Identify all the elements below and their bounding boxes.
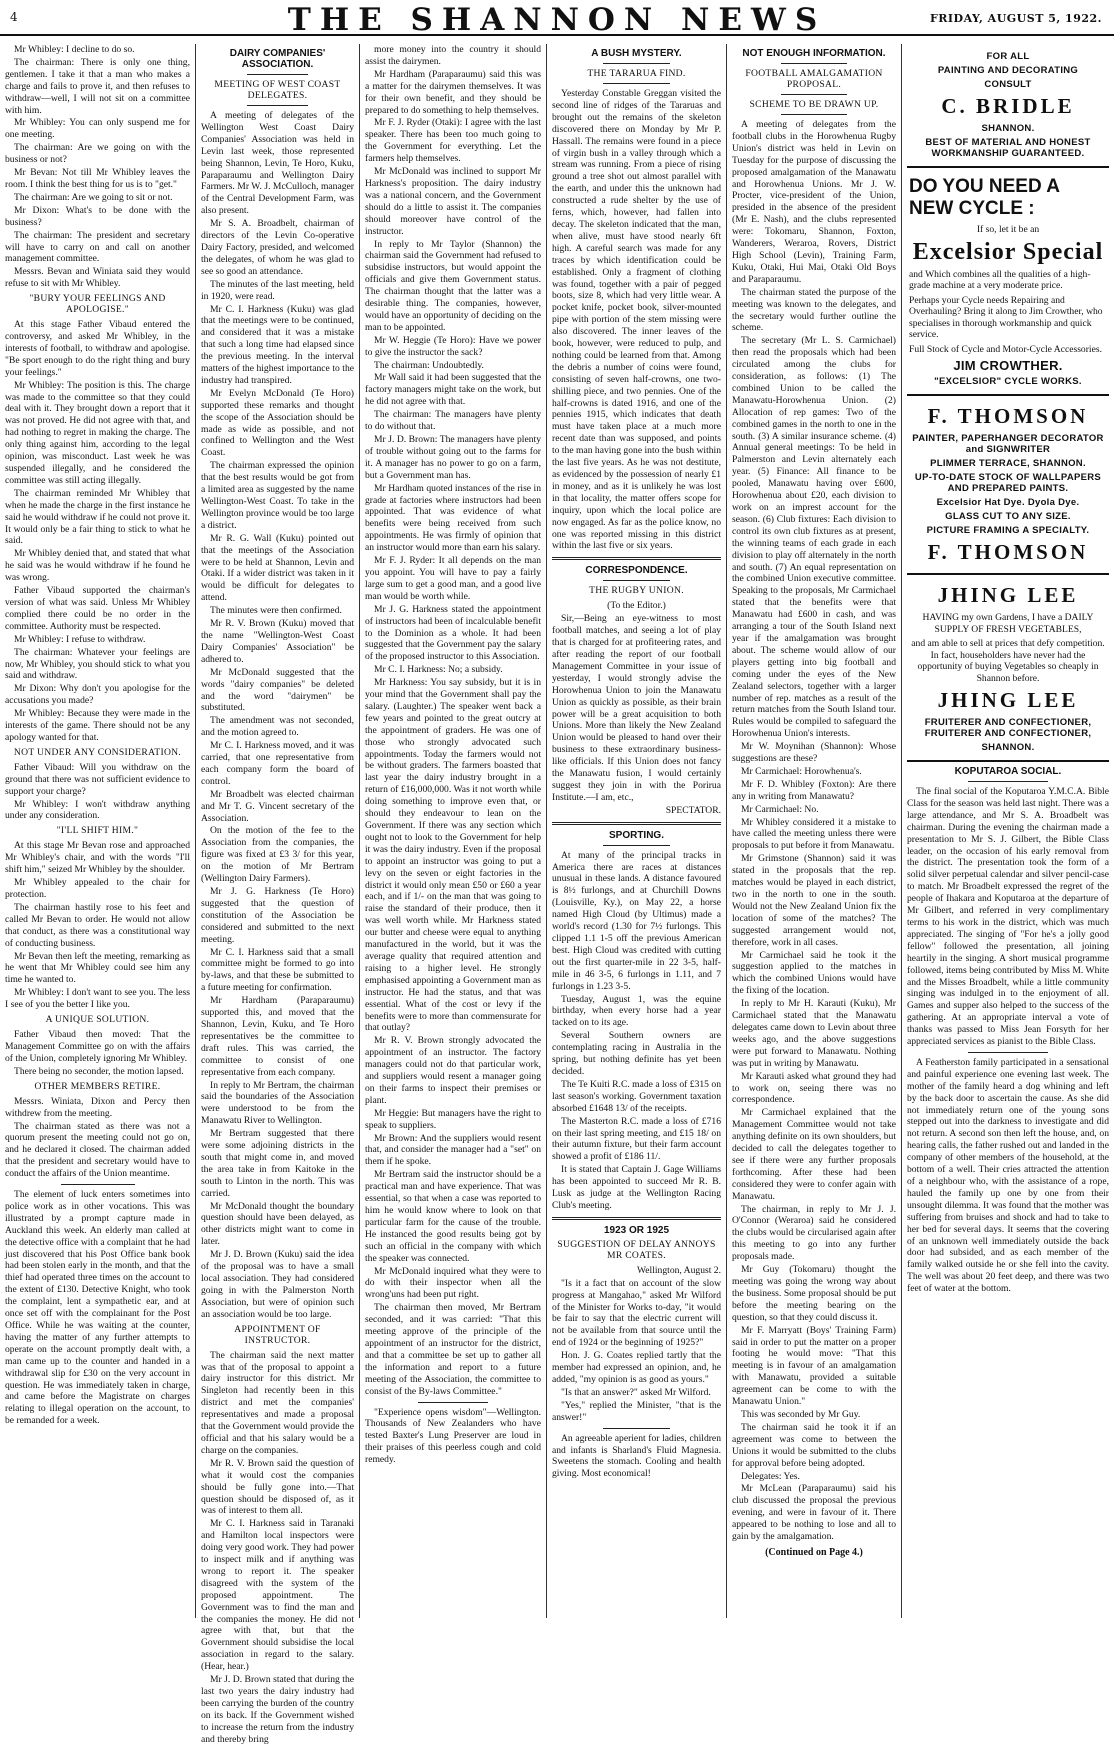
paragraph: Mr Whibley: Because they were made in the interests of the game. There should not be any apology wanted for that.	[5, 708, 190, 743]
subheading: NOT UNDER ANY CONSIDERATION.	[13, 746, 182, 758]
paragraph: A meeting of delegates from the football clubs in the Horowhenua Rugby Union's district was held in Levin on Tuesday for the purpose of discussing the proposed amalgamation of the Manawatu and Horowhenua Unions. Mr J. W. Procter, vice-president of the Union, presided in the absence of the president (Mr E. Nash), and the clubs represented were: Tokomaru, Shannon, Foxton, Wanderers, Weraroa, Rovers, District High School (Levin), Training Farm, Kuku, Otaki, Hui Mai, Otaki Old Boys and Paraparaumu.	[732, 119, 896, 285]
paragraph: Mr Bertram suggested that there were some adjoining districts in the south that might come in, and moved the area take in from Kaitoke in the south to Linton in the north. This was carried.	[201, 1128, 354, 1199]
paragraph: Mr Hardham quoted instances of the rise in grade at factories where instructors had been appointed. That was evidence of what benefits were being received from such appointments. He was firmly of opinion that an instructor would more than earn his salary.	[365, 482, 541, 554]
article-heading: KOPUTAROA SOCIAL.	[954, 766, 1062, 777]
ad-text: Excelsior Hat Dye. Dyola Dye.	[936, 497, 1080, 508]
ad-text: SHANNON.	[981, 123, 1035, 134]
paragraph: The minutes of the last meeting, held in 1920, were read.	[201, 278, 354, 302]
paragraph: Mr Evelyn McDonald (Te Horo) supported these remarks and thought the scope of the Association should be made as wide as possible, and not confined to Wellington and the West Coast.	[201, 387, 354, 459]
ad-business-name: F. THOMSON	[927, 404, 1089, 428]
continued-note: (Continued on Page 4.)	[765, 1546, 863, 1558]
ad-business-name: F. THOMSON	[927, 540, 1089, 564]
paragraph: Mr Broadbelt was elected chairman and Mr T. G. Vincent secretary of the Association.	[201, 788, 354, 824]
ad-text: PLIMMER TERRACE, SHANNON.	[930, 458, 1086, 469]
paragraph: Mr C. I. Harkness (Kuku) was glad that the meetings were to be continued, and considered that it was a mistake that such a long time had elapsed since the previous meeting. In the interval matters of the highest importance to the industry had transpired.	[201, 303, 354, 386]
paragraph: Mr Wall said it had been suggested that the factory managers might take on the work, but he did not agree with that.	[365, 372, 541, 408]
paragraph: Mr F. J. Ryder (Otaki): I agree with the last speaker. There has been too much going to the Government for everything. Let the farmers help themselves.	[365, 117, 541, 165]
paragraph: "Yes," replied the Minister, "that is the answer!"	[552, 1399, 721, 1423]
paragraph: Mr Guy (Tokomaru) thought the meeting was going the wrong way about the business. Some proposal should be put before the meeting bearing on the question, so that they could discuss it.	[732, 1264, 896, 1323]
paragraph: Mr McDonald inquired what they were to do with their inspector when all the wrong'uns had been put right.	[365, 1265, 541, 1301]
article-heading: CORRESPONDENCE.	[585, 565, 688, 577]
paragraph: The chairman then moved, Mr Bertram seconded, and it was carried: "That this meeting approve of the principle of the appointment of an instructor for the district, and that a committee be set up to gather all the information and report to a future meeting of the Association, the committee to consist of the By-laws Committee."	[365, 1302, 541, 1397]
paragraph: The chairman: The president and secretary will have to carry on and call on another management committee.	[5, 229, 190, 265]
column-2	[195, 44, 359, 1745]
paragraph: Mr F. Marryatt (Boys' Training Farm) said in order to put the matter on a proper footing he would move: "That this meeting is in favour of an amalgamation with Manawatu, provided a suitable agreement can be come to with the Manawatu Union."	[732, 1324, 896, 1408]
paragraph: Mr Carmichael: No.	[741, 803, 819, 815]
paragraph: A meeting of delegates of the Wellington West Coast Dairy Companies' Association was held in Levin last week, those represented being Shannon, Levin, Te Horo, Kuku, Paraparaumu and Wellington Dairy Farmers. Mr W. J. McCulloch, manager of the Central Development Farm, was also present.	[201, 110, 354, 217]
paragraph: (To the Editor.)	[607, 600, 666, 612]
newspaper-title: THE SHANNON NEWS	[287, 2, 827, 38]
page-columns	[0, 38, 1114, 1745]
paragraph: In reply to Mr Bertram, the chairman said the boundaries of the Association were understood to be from the Manawatu River to Wellington.	[201, 1079, 354, 1127]
paragraph: Mr J. D. Brown: The managers have plenty of trouble without going out to the farms for it. A manager has no power to go on a farm, but a Government man has.	[365, 434, 541, 481]
ad-text: PAINTER, PAPERHANGER DECORATOR and SIGNWRITER	[912, 433, 1104, 455]
paragraph: Mr McDonald was inclined to support Mr Harkness's proposition. The dairy industry was a national concern, and the Government should do a little to assist it. The companies should moreover have control of the instructor.	[365, 166, 541, 237]
paragraph: Mr R. V. Brown (Kuku) moved that the name "Wellington-West Coast Dairy Companies' Association" be adhered to.	[201, 618, 354, 665]
paragraph: Mr Bevan then left the meeting, remarking as he went that Mr Whibley could see him any time he wanted to.	[5, 950, 190, 986]
ad-text: UP-TO-DATE STOCK OF WALLPAPERS AND PREPARED PAINTS.	[914, 472, 1102, 494]
paragraph: Hon. J. G. Coates replied tartly that the member had expressed an opinion, and, he added, "my opinion is as good as yours."	[552, 1350, 721, 1385]
ad-text: GLASS CUT TO ANY SIZE.	[945, 511, 1071, 522]
ad-text: Perhaps your Cycle needs Repairing and Overhauling? Bring it along to Jim Crowther, who specialises in thorough workmanship and quick service.	[909, 294, 1103, 340]
paragraph: Mr Carmichael explained that the Management Committee would not take anything definite on its own shoulders, but decided to call the delegates together to see if there were any further proposals forthcoming. After these had been considered they were to confer again with Manawatu.	[732, 1107, 896, 1202]
paragraph: The Masterton R.C. made a loss of £716 on their last spring meeting, and £15 18/ on their autumn fixture, but their farm account showed a profit of £186 11/.	[552, 1115, 721, 1163]
divider	[781, 114, 847, 115]
subheading: THE TARARUA FIND.	[587, 68, 686, 79]
paragraph: The chairman, in reply to Mr J. J. O'Connor (Weraroa) said he considered the clubs would be circularised again after this meeting to go into any further proposals made.	[732, 1203, 896, 1263]
subheading: SCHEME TO BE DRAWN UP.	[749, 99, 879, 110]
paragraph: The amendment was not seconded, and the motion agreed to.	[201, 715, 354, 739]
paragraph: The chairman said the next matter was that of the proposal to appoint a dairy instructor for this district. Mr Singleton had recently been in this district and met the companies' representatives and made a proposal that the Government would provide the official and that his salary would be a charge on the companies.	[201, 1349, 354, 1456]
paragraph: Mr Brown: And the suppliers would resent that, and consider the manager had a "set" on them if he spoke.	[365, 1132, 541, 1168]
subheading: "BURY YOUR FEELINGS AND APOLOGISE."	[29, 293, 166, 316]
paragraph: Mr Carmichael said he took it the suggestion applied to the matches in which the combined Unions would have the fixing of the location.	[732, 949, 896, 997]
advert-jhing-lee	[907, 575, 1109, 762]
paragraph: Sir,—Being an eye-witness to most football matches, and seeing a lot of play that is charged for at profiteering rates, and after reading the report of our football Management Committee in your issue of yesterday, I would strongly advise the Horowhenua Union to join the Manawatu Union as quickly as possible, as their brain power will be a great acquisition to both Unions. More than likely the New Zealand Union would be pleased to hand over their business to these extraordinary business-like officials. If this Union does not fancy the Manawatu fusion, I would certainly suggest they join in with the Porirua Institute.—I am, etc.,	[552, 613, 721, 803]
paragraph: Mr Harkness: You say subsidy, but it is in your mind that the Government shall pay the salary. (Laughter.) The speaker went back a few years and pointed to the great outcry at the appointment of graders. He was one of those who strongly advocated such appointments. Today the farmers would not be without graders. The farmers boasted that last year the dairy industry brought in a return of £16,000,000. Was it not worth while doing something to improve even that, or should they endeavour to lean on the Government. If there was any section which ought not to look to the Government for help it was the dairy industry. Even if the proposal to appoint an instructor was going to put a levy on the seven or eight factories in the district it would only mean £50 or £60 a year each, and if 1/- on the man that was going to raise the standard of their produce, then it was well worth while. Mr Harkness stated our butter and cheese were equal to anything manufactured in the world, but it was the average quality that required attention and raising to a higher level. He strongly emphasised appointing a Government man as instructor. He had the status, and that was essential. What of the cost or levy if the benefits were to more than commensurate for that outlay?	[365, 677, 541, 1034]
paragraph: Messrs. Bevan and Winiata said they would refuse to sit with Mr Whibley.	[5, 266, 190, 290]
paragraph: In reply to Mr Taylor (Shannon) the chairman said the Government had refused to subsidise instructors, but would appoint the officials and give them Government status. The chairman thought that the latter was a desirable thing. The companies, however, would have an opportunity of deciding on the man to be appointed.	[365, 238, 541, 333]
paragraph: The chairman: Whatever your feelings are now, Mr Whibley, you should stick to what you said and withdraw.	[5, 646, 190, 682]
divider	[61, 1184, 135, 1185]
paragraph: "Is it a fact that on account of the slow progress at Mangahao," asked Mr Wilford of the Minister for Works to-day, "it would be fair to say that the electric current will not be available from that source until the end of 1924 or the beginning of 1925?"	[552, 1277, 721, 1349]
paragraph: Tuesday, August 1, was the equine birthday, when every horse had a year tacked on to its age.	[552, 993, 721, 1029]
paragraph: Mr Bertram said the instructor should be a practical man and have experience. That was essential, so that when a case was reported to him he would know where to look on that particular farm for the cause of the trouble. He instanced the good results being got by such an official in the company with which the speaker was connected.	[365, 1169, 541, 1264]
paragraph: Mr C. I. Harkness moved, and it was carried, that one representative from each company form the board of control.	[201, 740, 354, 787]
dateline: Wellington, August 2.	[637, 1264, 721, 1276]
paragraph: Mr J. D. Brown stated that during the last two years the dairy industry had been carrying the burden of the country on its back. If the Government wished to increase the return from the industry and thereby bring	[201, 1674, 354, 1745]
divider	[781, 94, 847, 95]
advert-excelsior	[907, 168, 1109, 396]
subheading: "I'LL SHIFT HIM."	[56, 825, 139, 837]
paragraph: At this stage Father Vibaud entered the controversy, and asked Mr Whibley, in the interests of football, to withdraw and apologise. "Be sport enough to do the right thing and bury your feelings."	[5, 319, 190, 378]
paragraph: Mr Heggie: But managers have the right to speak to suppliers.	[365, 1107, 541, 1131]
article-heading: SPORTING.	[608, 829, 664, 841]
ad-text: PAINTING AND DECORATING	[937, 65, 1079, 76]
subheading: SUGGESTION OF DELAY ANNOYS MR COATES.	[557, 1238, 716, 1261]
article-heading: NOT ENOUGH INFORMATION.	[742, 48, 886, 59]
paragraph: Mr Whibley considered it a mistake to have called the meeting unless there were proposals to put before it from Manawatu.	[732, 816, 896, 852]
paragraph: Mr J. D. Brown (Kuku) said the idea of the proposal was to have a small local association. They had considered going in with the Palmerston North Association, but were of opinion such an association would be too large.	[201, 1249, 354, 1320]
paragraph: Mr R. V. Brown said the question of what it would cost the companies should be fully gone into.—That question should be disposed of, as it was of interest to them all.	[201, 1457, 354, 1517]
paragraph: Mr Whibley: The position is this. The charge was made to the committee so that they could deal with it. They brought down a report that it was not proved. He did not agree with that, and had nothing to regret in making the charge. The only thing against him, according to the legal opinion, was misconduct. Last week he was suspended illegally, and he considered the committee was still acting illegally.	[5, 379, 190, 486]
paragraph: Mr Hardham (Paraparaumu) said this was a matter for the dairymen themselves. It was for their own benefit, and they should be prepared to do something to help themselves.	[365, 68, 541, 116]
paragraph: Delegates: Yes.	[741, 1470, 800, 1482]
paragraph: The element of luck enters sometimes into police work as in other vocations. This was illustrated by a prompt capture made in Auckland this week. An elderly man called at the detective office with a complaint that he had just discovered that his Post Office bank book had been stolen early in the month, and that the thief had operated three times on the account to the extent of £130. Detective Knight, who took the complaint, lent a sympathetic ear, and at once set off with the complainant for the Post Office. While he was waiting at the counter, having the matter of any further attempts to operate on the account promptly dealt with, a man came up to the counter and handed in a withdrawal slip for £30 on the very account in question. He was immediately taken in charge, and came before the Magistrate on charges relating to illegal operation on the account, to be remanded for a week.	[5, 1189, 190, 1427]
paragraph: There being no seconder, the motion lapsed.	[14, 1065, 184, 1077]
paragraph: The chairman said he took it if an agreement was come to between the Unions it would be submitted to the clubs for approval before being adopted.	[732, 1421, 896, 1469]
paragraph: A Featherston family participated in a sensational and painful experience one evening last week. The mother of the family heard a dog whining and left by the back door to ascertain the cause. As she did not immediately return one of the young sons stepped out into the darkness to investigate and did not return. A second son then left the house, and, on hearing calls, the father rushed out and landed in the company of other members of the household, at the bottom of a well. Their cries attracted the attention of a neighbour who, with the assistance of a rope, hauled the family up one by one from their unsought dilemma. It was found that the mother was suffering from bruises and shock and had to take to her bed for several days. It seems that the covering of an unknown well immediately outside the back door had subsided, and as each member of the family walked outside he or she fell into the cavity. The well was about 20 feet deep, and there was two feet of water at the bottom.	[907, 1056, 1109, 1295]
column-5	[726, 44, 901, 1618]
paragraph: Mr Dixon: Why don't you apologise for the accusations you made?	[5, 683, 190, 707]
paragraph: Mr Whibley: I decline to do so.	[14, 44, 135, 55]
ad-business-name: JHING LEE	[937, 583, 1079, 607]
paragraph: Mr F. J. Ryder: It all depends on the man you appoint. You will have to pay a fairly large sum to get a good man, and a good live man would be worth while.	[365, 555, 541, 602]
paragraph: It is stated that Captain J. Gage Williams has been appointed to succeed Mr R. B. Lusk as judge at the Wellington Racing Club's meeting.	[552, 1164, 721, 1211]
ad-text: BEST OF MATERIAL AND HONEST WORKMANSHIP GUARANTEED.	[925, 137, 1091, 159]
ad-text: SHANNON.	[981, 742, 1035, 753]
signature: SPECTATOR.	[665, 804, 721, 816]
column-6	[901, 44, 1114, 1618]
ad-product-name: Excelsior Special	[912, 238, 1104, 265]
advert-bridle	[907, 44, 1109, 168]
paragraph: Mr Bevan: Not till Mr Whibley leaves the room. I think the best thing for us is to "get."	[5, 167, 190, 190]
paragraph: Mr C. I. Harkness: No; a subsidy.	[374, 664, 503, 676]
paragraph: Father Vibaud supported the chairman's version of what was said. Unless Mr Whibley complied there could be no order in the committee. Authority must be respected.	[5, 585, 190, 632]
divider	[552, 822, 721, 825]
subheading: A UNIQUE SOLUTION.	[45, 1014, 150, 1026]
ad-text: If so, let it be an	[976, 224, 1040, 235]
subheading: THE RUGBY UNION.	[589, 585, 684, 597]
divider	[603, 83, 671, 84]
paragraph: Mr Whibley denied that, and stated that what he said was he would withdraw if he found he was wrong.	[5, 548, 190, 584]
ad-text: and Which combines all the qualities of a high-grade machine at a very moderate price.	[909, 268, 1091, 291]
paragraph: Mr W. Moynihan (Shannon): Whose suggestions are these?	[732, 741, 896, 765]
paragraph: Mr Karauti asked what ground they had to work on, seeing there was no correspondence.	[732, 1070, 896, 1106]
ad-text: and am able to sell at prices that defy competition. In fact, householders have never had the opportunity of buying Vegetables so cheaply in Shannon before.	[911, 638, 1105, 684]
paragraph: Mr Hardham (Paraparaumu) supported this, and moved that the Shannon, Levin, Kuku, and Te Horo representatives be the committee to draft rules. This was carried, the committee to consist of one representative from each company.	[201, 995, 354, 1078]
subheading: MEETING OF WEST COAST DELEGATES.	[214, 79, 341, 101]
divider	[968, 781, 1049, 782]
paragraph: Mr Whibley: I refuse to withdraw.	[14, 633, 146, 645]
paragraph: Mr R. G. Wall (Kuku) pointed out that the meetings of the Association were to be held at Shannon, Levin and Otaki. If a wider district was taken in it would be difficult for delegates to attend.	[201, 532, 354, 604]
paragraph: Mr Grimstone (Shannon) said it was stated in the proposals that the rep. matches would be played in each district, two in the north to one in the south. Would not the New Zealand Union fix the location of some of the matches? The suggested arrangement would not, therefore, work in all cases.	[732, 853, 896, 948]
divider	[247, 74, 308, 75]
ad-text: "EXCELSIOR" CYCLE WORKS.	[934, 376, 1082, 387]
paragraph: Mr Whibley appealed to the chair for protection.	[5, 877, 190, 900]
paragraph: Mr C. I. Harkness said that a small committee might be formed to go into by-laws, and that these be submitted to a future meeting for confirmation.	[201, 946, 354, 994]
masthead	[0, 0, 1114, 36]
divider	[603, 63, 671, 64]
divider	[552, 557, 721, 560]
column-4	[546, 44, 726, 1618]
paragraph: The chairman: Undoubtedly.	[374, 359, 484, 371]
paragraph: Mr W. Heggie (Te Horo): Have we power to give the instructor the sack?	[365, 334, 541, 358]
page-number: 4	[10, 10, 18, 24]
paragraph: Mr Carmichael: Horowhenua's.	[741, 765, 862, 777]
paragraph: On the motion of the fee to the Association from the companies, the figure was fixed at £3 3/ for this year, on the motion of Mr Bertram (Wellington Dairy Farmers).	[201, 825, 354, 885]
divider	[603, 845, 671, 846]
paragraph: In reply to Mr H. Karauti (Kuku), Mr Carmichael stated that the Manawatu delegates came down to Levin about three weeks ago, and the above suggestions were put forward to Manawatu. Nothing was put in writing by Manawatu.	[732, 998, 896, 1069]
paragraph: Mr S. A. Broadbelt, chairman of directors of the Levin Co-operative Dairy Factory, presided, and welcomed the delegates, of whom he was glad to see so good an attendance.	[201, 218, 354, 277]
paragraph: The chairman hastily rose to his feet and called Mr Bevan to order. He would not allow that conduct, as there was a constitutional way of conducting business.	[5, 901, 190, 949]
paragraph: Mr C. I. Harkness said in Taranaki and Hamilton local inspectors were doing very good work. They had power to inspect milk and if anything was wrong to report it. The speaker disagreed with the system of the proposed appointment. The Government was to find the man and the companies the money. He did not agree with that, but that the Government should subsidise the local association in regard to the salary. (Hear, hear.)	[201, 1518, 354, 1673]
paragraph: The Te Kuiti R.C. made a loss of £315 on last season's working. Government taxation absorbed £1648 13/ of the receipts.	[552, 1078, 721, 1114]
paragraph: The chairman: There is only one thing, gentlemen. I take it that a man who makes a charge and fails to prove it, and then refuses to withdraw—well, I will not sit on a committee with him.	[5, 56, 190, 116]
ad-business-name: C. BRIDLE	[941, 94, 1075, 118]
paragraph: The chairman expressed the opinion that the best results would be got from a limited area as suggested by the name Wellington-West Coast. To take in the Wellington province would be too large a district.	[201, 460, 354, 531]
paragraph: The chairman stated the purpose of the meeting was known to the delegates, and the secretary would further outline the scheme.	[732, 286, 896, 334]
article-heading: 1923 OR 1925	[603, 1224, 670, 1236]
paragraph: The final social of the Koputaroa Y.M.C.A. Bible Class for the season was held last night. There was a large attendance, and Mr S. A. Broadbelt was chairman. During the evening the chairman made a presentation to Mr S. J. Gilbert, the Bible Class leader, on the occasion of his early removal from the district. The presentation took the form of a solid silver perpetual calendar and silver pencil-case to match. Mr Broadbelt expressed the regret of the people of Ihakara and Koputaroa at the departure of Mr Gilbert, and referred in very complimentary terms to his work in the district, which was much appreciated. The singing of "For he's a jolly good fellow" followed the presentation, all joining heartily in the singing. A short musical programme followed, items being contributed by Miss M. White and the Misses Broadbelt, while a little community singing was indulged in to the enjoyment of all. Games and supper also helped to the success of the gathering. At an appropriate interval a vote of thanks was passed to Miss Jean Forsyth for her appreciated services as pianist to the Bible Class.	[907, 786, 1109, 1048]
paragraph: Mr McDonald suggested that the words "dairy companies" be deleted and the word "dairymen" be substituted.	[201, 666, 354, 714]
paragraph: The secretary (Mr L. S. Carmichael) then read the proposals which had been circulated among the clubs for consideration, as follows: (1) The combined Union to be called the Manawatu-Horowhenua Union. (2) Allocation of rep games: Two of the combined games in the north to one in the south. (3) A similar insurance scheme. (4) Annual general meetings: To be held in Palmerston and Levin alternately each year. (5) Finance: All finance to be pooled, Manawatu having over £600, Horowhenua about £20, each division to work on an imprest account for the season. (6) Club fixtures: Each division to control its own club fixtures as at present, the winning teams of each grade in each division to play off alternately in the north and south. (7) An equal representation on the combined Union executive committee. Speaking to the proposals, Mr Carmichael stated that the benefits were that Manawatu had £600 in cash, and was arranging a tour of the South Island next year if the amalgamation was brought about. The scheme would allow of our players getting into big football and coming under the eyes of the New Zealand selectors, together with a larger number of rep. matches as a result of the return matches from the South Island tour. Rules would be compiled to safeguard the Horowhenua Union's interests.	[732, 335, 896, 740]
ad-text: HAVING my own Gardens, I have a DAILY SUPPLY OF FRESH VEGETABLES,	[922, 612, 1094, 635]
issue-date: FRIDAY, AUGUST 5, 1922.	[929, 12, 1102, 25]
paragraph: Yesterday Constable Greggan visited the second line of ridges of the Tararuas and brought out the remains of the skeleton discovered there on Monday by Mr P. Hassall. The remains were found in a piece of virgin bush in a valley through which a stream was running. From a piece of rising ground a tree shot out almost parallel with the earth, and under this the unknown had constructed a rude shelter by the use of ferns, which, however, had fallen into decay. The skeleton indicated that the man, when alive, must have stood nearly 6ft high. A careful search was made for any traces by which identification could be established. Only a fragment of clothing was found, together with a pair of pegged boots, size 8, which had very little wear. A pocket knife, pocket book, silver-mounted pipe with portion of the stem missing were also discovered. The inner leaves of the book, however, were reduced to pulp, and nothing could be learned from that. Among the debris a number of coins were found, consisting of seven half-crowns, one two-shilling piece, and two pennies. One of the half-crowns is dated 1916, and one of the pennies 1915, which indicates that death must have taken place at a much more recent date than was supposed, and points to the man having gone into the bush within the last five years. As he was not destitute, as evidenced by the possession of nearly £1 in money, and as it is unlikely he was lost in that locality, the matter offers scope for inquiry, upon which the local police are now engaged. As far as the police know, no one was reported missing in this district within the last five or six years.	[552, 88, 721, 552]
divider	[418, 1402, 488, 1403]
divider	[968, 1052, 1049, 1053]
paragraph: The minutes were then confirmed.	[210, 605, 342, 617]
subheading: FOOTBALL AMALGAMATION PROPOSAL.	[745, 68, 883, 90]
ad-text: FOR ALL	[986, 51, 1030, 62]
paragraph: The chairman reminded Mr Whibley that when he made the charge in the first instance he said he would withdraw if he could not prove it. It would only be a fair thing to stick to what he said.	[5, 487, 190, 547]
paragraph: Mr Dixon: What's to be done with the business?	[5, 204, 190, 228]
article-heading: DAIRY COMPANIES' ASSOCIATION.	[229, 48, 326, 70]
paragraph: Mr R. V. Brown strongly advocated the appointment of an instructor. The factory managers could not do that particular work, and suppliers would resent a manager going on their farms to inspect their premises or plant.	[365, 1035, 541, 1106]
paragraph: The chairman: Are we going on with the business or not?	[5, 142, 190, 166]
subheading: OTHER MEMBERS RETIRE.	[34, 1080, 161, 1092]
paragraph: At this stage Mr Bevan rose and approached Mr Whibley's chair, and with the words "I'll shift him," seized Mr Whibley by the shoulder.	[5, 840, 190, 876]
divider	[781, 63, 847, 64]
paragraph: Mr McLean (Paraparaumu) said his club discussed the proposal the previous evening, and were in favour of it. There appeared to be nothing to lose and all to gain by the amalgamation.	[732, 1483, 896, 1543]
column-1	[0, 44, 195, 1618]
paragraph: The chairman: Are we going to sit or not.	[14, 191, 173, 203]
paragraph: Mr Whibley: I don't want to see you. The less I see of you the better I like you.	[5, 987, 190, 1011]
ad-text: FRUITERER AND CONFECTIONER, FRUITERER AND CONFECTIONER,	[924, 717, 1092, 739]
paragraph: An agreeable aperient for ladies, children and infants is Sharland's Fluid Magnesia. Sweetens the stomach. Cooling and health giving. Most economical!	[552, 1432, 721, 1480]
paragraph: The chairman stated as there was not a quorum present the meeting could not go on, and he declared it closed. The chairman added that the president and secretary would have to conduct the affairs of the Union meantime.	[5, 1120, 190, 1180]
ad-headline: DO YOU NEED A NEW CYCLE :	[909, 176, 1060, 219]
paragraph: Mr Whibley: I won't withdraw anything under any consideration.	[5, 798, 190, 822]
paragraph: Mr F. D. Whibley (Foxton): Are there any in writing from Manawatu?	[732, 778, 896, 802]
paragraph: Mr McDonald thought the boundary question should have been delayed, as other districts might want to come in later.	[201, 1200, 354, 1248]
article-heading: A BUSH MYSTERY.	[591, 48, 682, 59]
ad-business-name: JHING LEE	[937, 688, 1079, 712]
paragraph: Father Vibaud then moved: That the Management Committee go on with the affairs of the Union, completely ignoring Mr Whibley.	[5, 1029, 190, 1064]
ad-text: Full Stock of Cycle and Motor-Cycle Accessories.	[909, 343, 1102, 355]
paragraph: "Is that an answer?" asked Mr Wilford.	[561, 1386, 711, 1398]
paragraph: The chairman: The managers have plenty to do without that.	[365, 409, 541, 433]
paragraph: more money into the country it should assist the dairymen.	[365, 44, 541, 67]
divider	[603, 580, 671, 581]
paragraph: At many of the principal tracks in America there are races at distances unusual in these lands. A distance favoured is 8½ furlongs, and at Churchill Downs (Louisville, Ky.), on May 22, a horse named High Cloud (by Ultimus) made a world's record (1.30 for 7½ furlongs. This clipped 1.1 1-5 off the previous American best. High Cloud was credited with cutting out the first quarter-mile in 22 3-5, half-mile in 46 3-5, 6 furlongs in 1.11, and 7 furlongs in 1.23 3-5.	[552, 849, 721, 992]
paragraph: "Experience opens wisdom"—Wellington. Thousands of New Zealanders who have tested Baxter's Lung Preserver are loud in their praises of this peerless cough and cold remedy.	[365, 1406, 541, 1466]
paragraph: Father Vibaud: Will you withdraw on the ground that there was not sufficient evidence to support your charge?	[5, 761, 190, 797]
paragraph: Several Southern owners are contemplating racing in Australia in the spring, but nothing definite has yet been decided.	[552, 1030, 721, 1077]
paragraph: Mr J. G. Harkness (Te Horo) suggested that the question of constitution of the Association be considered and submitted to the next meeting.	[201, 886, 354, 945]
paragraph: Messrs. Winiata, Dixon and Percy then withdrew from the meeting.	[5, 1095, 190, 1119]
subheading: APPOINTMENT OF INSTRUCTOR.	[234, 1323, 321, 1346]
divider	[603, 1428, 671, 1429]
paragraph: Mr Whibley: You can only suspend me for one meeting.	[5, 117, 190, 141]
divider	[247, 105, 308, 106]
paragraph: This was seconded by Mr Guy.	[741, 1408, 861, 1420]
ad-text: CONSULT	[984, 79, 1032, 90]
advert-thomson	[907, 396, 1109, 575]
ad-business-name: JIM CROWTHER.	[953, 358, 1063, 373]
divider	[552, 1217, 721, 1220]
paragraph: Mr J. G. Harkness stated the appointment of instructors had been of incalculable benefit to the Dominion as a whole. It had been suggested that the Government pay the salary of the proposed instructor to this Association.	[365, 603, 541, 663]
column-3	[359, 44, 546, 1618]
ad-text: PICTURE FRAMING A SPECIALTY.	[926, 525, 1090, 536]
